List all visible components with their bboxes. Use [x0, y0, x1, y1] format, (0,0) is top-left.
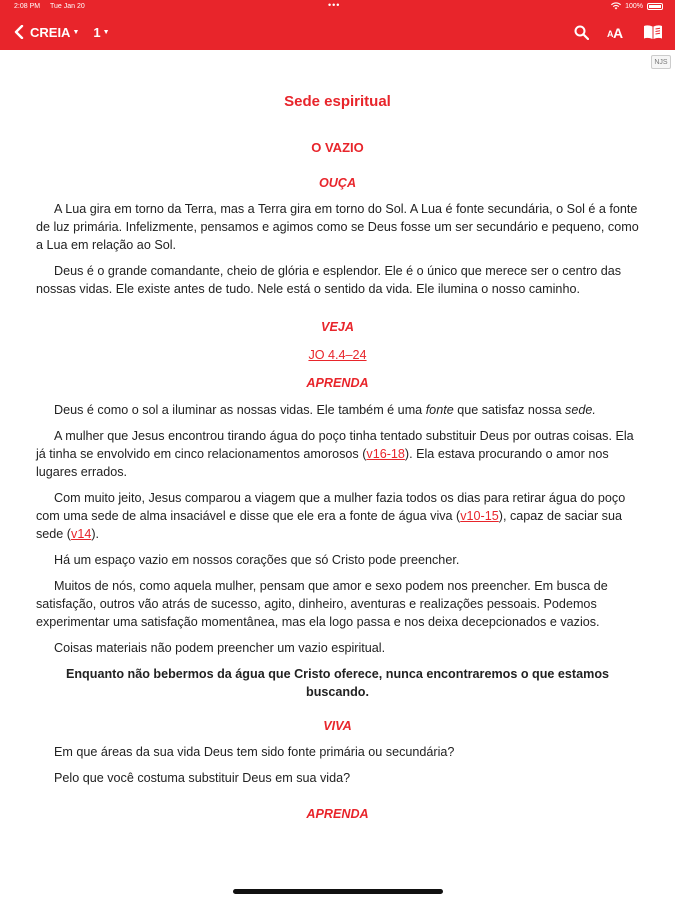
chapter-selector[interactable] — [93, 25, 109, 40]
paragraph — [36, 401, 639, 419]
text-run: A mulher que Jesus encontrou tirando água do poço tinha tentado substituir Deus por outras coisas. Ela já tinha se envolvido em cinco relacionamentos amorosos ( — [36, 429, 634, 461]
nav-left — [14, 14, 110, 50]
home-indicator[interactable] — [233, 889, 443, 894]
back-icon[interactable] — [14, 25, 24, 39]
chevron-down-icon: ▼ — [72, 28, 80, 36]
emphasis-statement: Enquanto não bebermos da água que Cristo oferece, nunca encontraremos o que estamos buscando. — [65, 667, 610, 699]
paragraph — [36, 489, 639, 543]
paragraph: Deus é o grande comandante, cheio de glória e esplendor. Ele é o único que merece ser o centro das nossas vidas. Ele existe antes de tudo. Nele está o sentido da vida. Ele ilumina o nosso caminho. — [36, 264, 622, 296]
paragraph: Há um espaço vazio em nossos corações que só Cristo pode preencher. — [54, 553, 460, 567]
search-icon[interactable] — [574, 25, 589, 40]
verse-link[interactable]: v16-18 — [366, 447, 405, 461]
verse-link[interactable]: v14 — [71, 527, 92, 541]
section-aprenda: APRENDA — [306, 807, 369, 821]
chapter-number: 1 — [93, 24, 101, 40]
emphasis-text: fonte — [425, 403, 454, 417]
status-right — [611, 2, 663, 10]
article-title: Sede espiritual — [284, 93, 391, 110]
scripture-reference-link[interactable]: JO 4.4–24 — [308, 348, 367, 362]
version-badge[interactable]: NJS — [651, 55, 671, 69]
chevron-down-icon: ▼ — [102, 28, 110, 36]
battery-percent: 100% — [625, 2, 643, 10]
battery-icon — [647, 3, 663, 10]
section-viva: VIVA — [323, 719, 352, 733]
svg-text:A: A — [613, 25, 624, 39]
emphasis-text: sede. — [565, 403, 596, 417]
paragraph: Muitos de nós, como aquela mulher, pensam que amor e sexo podem nos preencher. Em busca de satisfação, outros vão atrás de sucesso, agito, dinheiro, aventuras e realizações pessoais. Podemos experimentar uma satisfação momentânea, mas ela logo passa e nos deixa decepcionados e vazios. — [36, 579, 608, 629]
text-run: ). — [91, 527, 100, 541]
text-size-icon[interactable] — [607, 25, 625, 39]
wifi-icon — [611, 2, 621, 10]
status-date: Tue Jan 20 — [50, 3, 85, 10]
reflection-question: Em que áreas da sua vida Deus tem sido fonte primária ou secundária? — [54, 745, 455, 759]
reflection-question: Pelo que você costuma substituir Deus em sua vida? — [54, 771, 351, 785]
reading-content[interactable] — [0, 50, 675, 900]
text-run: Deus é como o sol a iluminar as nossas vidas. Ele também é uma — [54, 403, 426, 417]
book-selector[interactable] — [30, 25, 79, 40]
svg-text:A: A — [607, 29, 614, 39]
veja-reference-row — [36, 346, 639, 364]
section-aprenda: APRENDA — [306, 376, 369, 390]
article-subtitle: O VAZIO — [311, 140, 364, 155]
nav-right — [574, 14, 663, 50]
section-veja: VEJA — [321, 320, 354, 334]
book-name: CREIA — [30, 24, 71, 40]
verse-link[interactable]: v10-15 — [460, 509, 499, 523]
status-bar — [0, 0, 675, 14]
paragraph — [36, 427, 639, 481]
text-run: ), capaz de saciar sua sede ( — [36, 509, 622, 541]
text-run: que satisfaz nossa — [453, 403, 566, 417]
book-icon[interactable] — [643, 24, 663, 40]
text-run: ). Ela estava procurando o amor nos lugares errados. — [36, 447, 609, 479]
multitask-dots-icon[interactable]: ••• — [328, 0, 341, 10]
section-ouca: OUÇA — [318, 176, 357, 190]
status-time: 2:08 PM — [14, 3, 41, 10]
text-run: Com muito jeito, Jesus comparou a viagem que a mulher fazia todos os dias para retirar água do poço com uma sede de alma insaciável e disse que ele era a fonte de água viva ( — [36, 491, 626, 523]
nav-bar — [0, 14, 675, 50]
paragraph: A Lua gira em torno da Terra, mas a Terra gira em torno do Sol. A Lua é fonte secundária, o Sol é a fonte de luz primária. Infelizmente, pensamos e agimos como se Deus fosse um ser secundário e pequeno, como a Lua em relação ao Sol. — [36, 202, 639, 252]
paragraph: Coisas materiais não podem preencher um vazio espiritual. — [54, 641, 386, 655]
